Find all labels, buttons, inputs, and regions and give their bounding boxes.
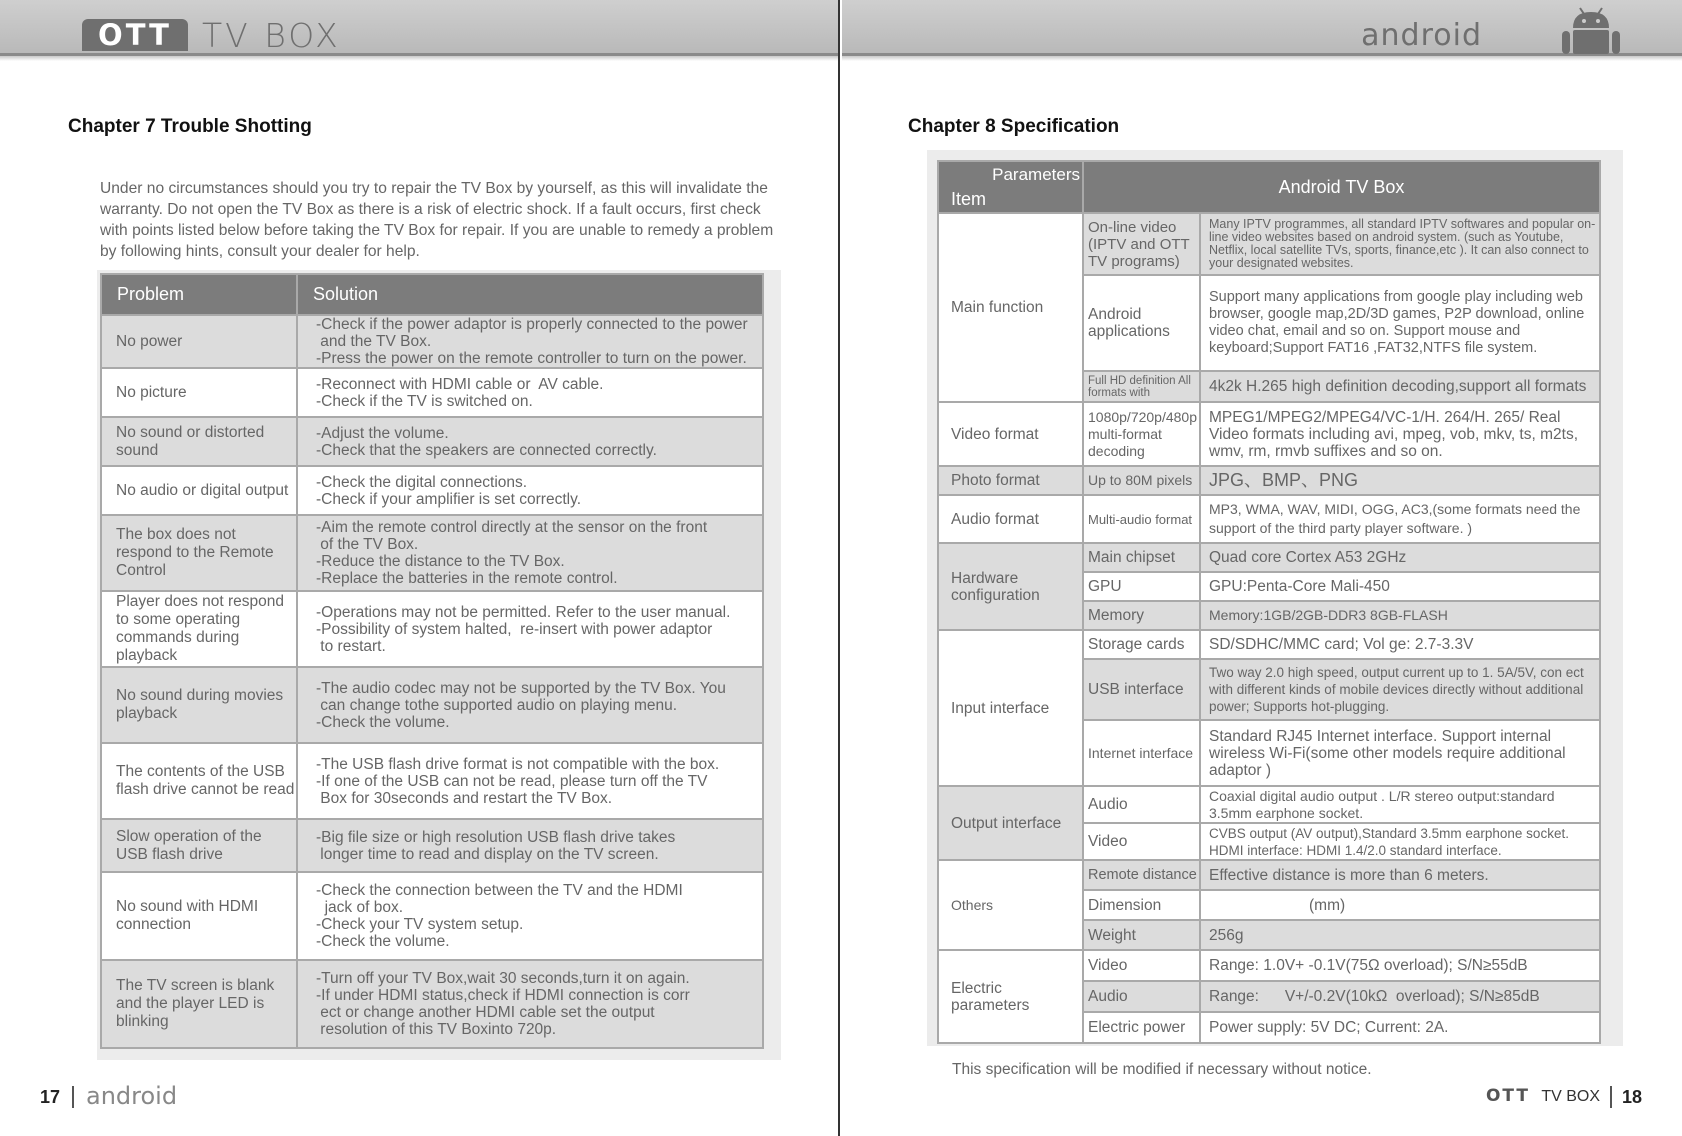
item-label: Item	[951, 189, 987, 209]
remote-distance-value: Effective distance is more than 6 meters.	[1200, 860, 1600, 890]
page-number-left: 17	[40, 1087, 61, 1107]
spec-item-header	[938, 161, 1083, 213]
weight-value: 256g	[1200, 920, 1600, 950]
footer-separator-left	[72, 1086, 74, 1108]
problem-cell: No audio or digital output	[101, 466, 297, 515]
memory-value: Memory:1GB/2GB-DDR3 8GB-FLASH	[1200, 601, 1600, 630]
output-interface-category: Output interface	[938, 786, 1083, 860]
android-apps-label: Android applications	[1083, 275, 1200, 371]
online-video-value: Many IPTV programmes, all standard IPTV softwares and popular on-line video websites based on android system. (such as Youtube, Netflix, local satellite TVs, sports, finance,etc ). It can also connect to your designated websites.	[1200, 213, 1600, 275]
solution-line: -The audio codec may not be supported by the TV Box. You	[316, 679, 726, 697]
table-row	[101, 515, 763, 591]
trouble-shooting-table	[100, 273, 764, 1049]
gpu-label: GPU	[1083, 572, 1200, 601]
solution-line: -Aim the remote control directly at the sensor on the front	[316, 519, 708, 536]
solution-line: to restart.	[316, 637, 386, 655]
solution-line: ect or change another HDMI cable set the output	[316, 1004, 655, 1021]
trouble-intro-text: Under no circumstances should you try to repair the TV Box by yourself, as this will invalidate the warranty. Do not open the TV Box as there is a risk of electric shock. If a fault occurs, first check with points listed below before taking the TV Box for repair. If you are unable to remedy a problem by following hints, consult your dealer for help.	[100, 180, 774, 260]
solution-cell	[297, 960, 763, 1048]
solution-line: Box for 30seconds and restart the TV Box.	[316, 789, 613, 807]
problem-cell: No sound during movies playback	[101, 667, 297, 743]
online-video-label: On-line video (IPTV and OTT TV programs)	[1083, 213, 1200, 275]
header-bar-right	[842, 0, 1682, 56]
footer-separator-right	[1610, 1086, 1612, 1108]
photo-format-category: Photo format	[938, 466, 1083, 495]
specification-table	[937, 160, 1601, 1044]
table-row	[101, 591, 763, 667]
usb-interface-value: Two way 2.0 high speed, output current up to 1. 5A/5V, con ect with different kinds of mobile devices directly without additional power; Supports hot-plugging.	[1200, 659, 1600, 720]
table-row	[101, 667, 763, 743]
chapter-7-title: Chapter 7 Trouble Shotting	[68, 116, 312, 137]
solution-line: -Big file size or high resolution USB flash drive takes	[316, 828, 676, 846]
footer-android-logo: android	[86, 1082, 178, 1110]
problem-cell: Slow operation of the USB flash drive	[101, 819, 297, 872]
problem-cell: The box does not respond to the Remote Control	[101, 515, 297, 591]
main-function-category: Main function	[938, 213, 1083, 402]
android-logo-text: android	[1361, 18, 1482, 53]
output-audio-label: Audio	[1083, 786, 1200, 823]
solution-line: -Check the volume.	[316, 933, 450, 950]
storage-cards-value: SD/SDHC/MMC card; Vol ge: 2.7-3.3V	[1200, 630, 1600, 659]
parameters-label: Parameters	[992, 165, 1080, 184]
problem-cell: The contents of the USB flash drive cannot be read	[101, 743, 297, 819]
electric-power-label: Electric power	[1083, 1012, 1200, 1043]
solution-cell	[297, 466, 763, 515]
solution-line: jack of box.	[316, 899, 404, 916]
problem-cell: No power	[101, 315, 297, 368]
dimension-label: Dimension	[1083, 890, 1200, 920]
input-interface-category: Input interface	[938, 630, 1083, 786]
output-audio-value: Coaxial digital audio output . L/R stereo output:standard 3.5mm earphone socket.	[1200, 786, 1600, 823]
table-row	[101, 466, 763, 515]
problem-cell: No sound with HDMI connection	[101, 872, 297, 960]
solution-line: -If one of the USB can not be read, please turn off the TV	[316, 772, 708, 790]
table-row	[101, 743, 763, 819]
solution-line: can change tothe supported audio on playing menu.	[316, 696, 678, 714]
solution-line: -Possibility of system halted, re-insert with power adaptor	[316, 620, 713, 638]
problem-cell: The TV screen is blank and the player LED is blinking	[101, 960, 297, 1048]
photo-format-value: JPG、BMP、PNG	[1200, 466, 1600, 495]
dimension-value: (mm)	[1200, 890, 1600, 920]
solution-line: -Check if the power adaptor is properly connected to the power	[316, 316, 748, 333]
solution-line: -Press the power on the remote controller to turn on the power.	[316, 350, 747, 367]
solution-line: -Replace the batteries in the remote control.	[316, 570, 618, 587]
footer-tvbox-text: TV BOX	[1541, 1088, 1600, 1105]
others-category: Others	[938, 860, 1083, 950]
video-format-category: Video format	[938, 402, 1083, 466]
solution-line: longer time to read and display on the TV screen.	[316, 845, 659, 863]
output-video-value: CVBS output (AV output),Standard 3.5mm earphone socket. HDMI interface: HDMI 1.4/2.0 standard interface.	[1200, 823, 1600, 860]
gpu-value: GPU:Penta-Core Mali-450	[1200, 572, 1600, 601]
solution-cell	[297, 743, 763, 819]
electric-category: Electric parameters	[938, 950, 1083, 1043]
usb-interface-label: USB interface	[1083, 659, 1200, 720]
solution-header: Solution	[297, 274, 763, 315]
solution-cell	[297, 315, 763, 368]
solution-line: -Turn off your TV Box,wait 30 seconds,turn it on again.	[316, 970, 690, 987]
solution-cell	[297, 417, 763, 466]
table-row	[101, 315, 763, 368]
full-hd-label: Full HD definition All formats with	[1083, 371, 1200, 402]
audio-format-category: Audio format	[938, 495, 1083, 543]
table-row	[101, 819, 763, 872]
trouble-table-frame	[97, 270, 781, 1060]
internet-interface-label: Internet interface	[1083, 720, 1200, 786]
solution-cell	[297, 667, 763, 743]
page-number-right: 18	[1621, 1087, 1642, 1107]
electric-audio-label: Audio	[1083, 981, 1200, 1012]
electric-video-value: Range: 1.0V+ -0.1V(75Ω overload); S/N≥55dB	[1200, 950, 1600, 981]
solution-line: -If under HDMI status,check if HDMI connection is corr	[316, 987, 690, 1004]
electric-video-label: Video	[1083, 950, 1200, 981]
remote-distance-label: Remote distance	[1083, 860, 1200, 890]
android-apps-value: Support many applications from google play including web browser, google map,2D/3D games, P2P download, online video chat, email and so on. Support mouse and keyboard;Support FAT16 ,FAT32,NTFS file system.	[1200, 275, 1600, 371]
footer-ott-logo: OTT	[1485, 1086, 1530, 1106]
solution-line: and the TV Box.	[316, 333, 432, 350]
solution-line: -Check if the TV is switched on.	[316, 392, 533, 410]
solution-line: -Check that the speakers are connected correctly.	[316, 441, 657, 459]
problem-header: Problem	[101, 274, 297, 315]
android-robot-icon	[1556, 6, 1626, 54]
electric-audio-value: Range: V+/-0.2V(10kΩ overload); S/N≥85dB	[1200, 981, 1600, 1012]
internet-interface-value: Standard RJ45 Internet interface. Support internal wireless Wi-Fi(some other models require additional adaptor )	[1200, 720, 1600, 786]
storage-cards-label: Storage cards	[1083, 630, 1200, 659]
spec-table-frame	[927, 150, 1623, 1046]
main-chipset-value: Quad core Cortex A53 2GHz	[1200, 543, 1600, 572]
solution-cell	[297, 591, 763, 667]
table-row	[101, 960, 763, 1048]
solution-line: of the TV Box.	[316, 536, 419, 553]
solution-line: -Check the volume.	[316, 713, 450, 731]
solution-line: -Check the connection between the TV and the HDMI	[316, 882, 683, 899]
table-row	[101, 417, 763, 466]
solution-line: -Check the digital connections.	[316, 473, 528, 491]
problem-cell: Player does not respond to some operating commands during playback	[101, 591, 297, 667]
electric-power-value: Power supply: 5V DC; Current: 2A.	[1200, 1012, 1600, 1043]
solution-line: -Operations may not be permitted. Refer to the user manual.	[316, 603, 731, 621]
spec-footnote: This specification will be modified if necessary without notice.	[952, 1061, 1372, 1078]
problem-cell: No sound or distorted sound	[101, 417, 297, 466]
solution-line: -The USB flash drive format is not compatible with the box.	[316, 755, 720, 773]
solution-cell	[297, 368, 763, 417]
audio-format-label: Multi-audio format	[1083, 495, 1200, 543]
solution-cell	[297, 515, 763, 591]
audio-format-value: MP3, WMA, WAV, MIDI, OGG, AC3,(some formats need the support of the third party player software. )	[1200, 495, 1600, 543]
solution-line: -Check if your amplifier is set correctly.	[316, 490, 581, 508]
table-row	[101, 872, 763, 960]
left-page	[0, 0, 840, 1136]
main-chipset-label: Main chipset	[1083, 543, 1200, 572]
solution-cell	[297, 872, 763, 960]
solution-line: resolution of this TV Boxinto 720p.	[316, 1021, 557, 1038]
ott-logo: OTT	[82, 19, 188, 51]
chapter-8-title: Chapter 8 Specification	[908, 116, 1120, 137]
output-video-label: Video	[1083, 823, 1200, 860]
problem-cell: No picture	[101, 368, 297, 417]
table-row	[101, 368, 763, 417]
memory-label: Memory	[1083, 601, 1200, 630]
weight-label: Weight	[1083, 920, 1200, 950]
full-hd-value: 4k2k H.265 high definition decoding,support all formats	[1200, 371, 1600, 402]
right-page	[842, 0, 1682, 1136]
solution-line: -Check your TV system setup.	[316, 916, 524, 933]
hardware-category: Hardware configuration	[938, 543, 1083, 630]
solution-line: -Adjust the volume.	[316, 424, 449, 442]
android-tv-box-header: Android TV Box	[1083, 161, 1600, 213]
photo-format-label: Up to 80M pixels	[1083, 466, 1200, 495]
header-bar-left	[0, 0, 838, 56]
tvbox-logo-text: TV BOX	[202, 16, 341, 55]
video-format-value: MPEG1/MPEG2/MPEG4/VC-1/H. 264/H. 265/ Real Video formats including avi, mpeg, vob, mkv, ts, m2ts, wmv, rm, rmvb suffixes and so on.	[1200, 402, 1600, 466]
solution-line: -Reduce the distance to the TV Box.	[316, 553, 565, 570]
video-format-label: 1080p/720p/480p multi-format decoding	[1083, 402, 1200, 466]
solution-line: -Reconnect with HDMI cable or AV cable.	[316, 375, 604, 393]
solution-cell	[297, 819, 763, 872]
